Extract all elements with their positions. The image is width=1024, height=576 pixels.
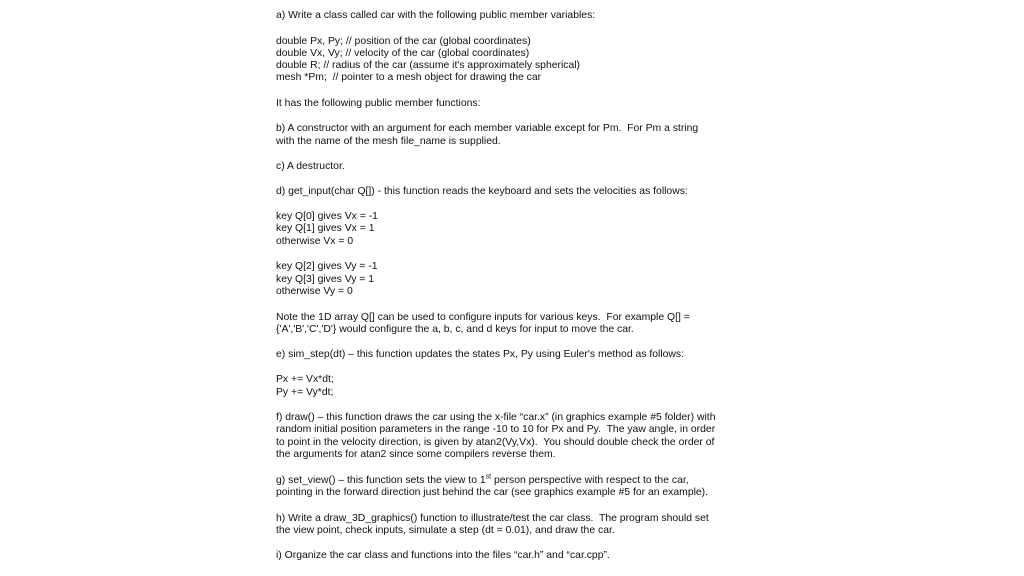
part-b-line-1: b) A constructor with an argument for each member variable except for Pm. For Pm a string <box>276 123 699 134</box>
part-d-line: d) get_input(char Q[]) - this function reads the keyboard and sets the velocities as follows: <box>276 186 688 197</box>
part-a-heading: a) Write a class called car with the following public member variables: <box>276 10 596 21</box>
part-b-line-2: with the name of the mesh file_name is supplied. <box>276 136 501 147</box>
ordinal-suffix: st <box>485 473 492 481</box>
part-h-line-2: the view point, check inputs, simulate a step (dt = 0.01), and draw the car. <box>276 525 615 536</box>
part-f-line-4: the arguments for atan2 since some compilers reverse them. <box>276 449 556 460</box>
part-i-line: i) Organize the car class and functions into the files “car.h” and “car.cpp”. <box>276 550 610 561</box>
variable-mesh-pointer: mesh *Pm; // pointer to a mesh object for drawing the car <box>276 72 542 83</box>
key-q1-rule: key Q[1] gives Vx = 1 <box>276 223 375 234</box>
note-line-2: {'A','B','C','D'} would configure the a, b, c, and d keys for input to move the car. <box>276 324 634 335</box>
part-f-line-3: to point in the velocity direction, is given by atan2(Vy,Vx). You should double check the order of <box>276 437 715 448</box>
otherwise-vx-rule: otherwise Vx = 0 <box>276 236 354 247</box>
variable-radius: double R; // radius of the car (assume it's approximately spherical) <box>276 60 581 71</box>
part-f-line-2: random initial position parameters in the range -10 to 10 for Px and Py. The yaw angle, in order <box>276 424 716 435</box>
key-q2-rule: key Q[2] gives Vy = -1 <box>276 261 378 272</box>
part-g-line-1 <box>276 475 689 487</box>
part-g-line-1-start: g) set_view() – this function sets the view to 1 <box>276 475 486 486</box>
part-g-line-2: pointing in the forward direction just behind the car (see graphics example #5 for an example). <box>276 487 709 498</box>
variable-velocity: double Vx, Vy; // velocity of the car (global coordinates) <box>276 48 530 59</box>
euler-px-update: Px += Vx*dt; <box>276 374 334 385</box>
euler-py-update: Py += Vy*dt; <box>276 387 334 398</box>
part-e-line: e) sim_step(dt) – this function updates the states Px, Py using Euler's method as follows: <box>276 349 684 360</box>
part-g-line-1-end: person perspective with respect to the car, <box>491 475 689 486</box>
part-c-line: c) A destructor. <box>276 161 345 172</box>
part-f-line-1: f) draw() – this function draws the car using the x-file “car.x” (in graphics example #5 folder) with <box>276 412 716 423</box>
member-functions-intro: It has the following public member functions: <box>276 98 481 109</box>
otherwise-vy-rule: otherwise Vy = 0 <box>276 286 353 297</box>
key-q3-rule: key Q[3] gives Vy = 1 <box>276 274 375 285</box>
part-h-line-1: h) Write a draw_3D_graphics() function to illustrate/test the car class. The program should set <box>276 513 709 524</box>
variable-position: double Px, Py; // position of the car (global coordinates) <box>276 36 531 47</box>
key-q0-rule: key Q[0] gives Vx = -1 <box>276 211 378 222</box>
note-line-1: Note the 1D array Q[] can be used to configure inputs for various keys. For example Q[] = <box>276 312 690 323</box>
